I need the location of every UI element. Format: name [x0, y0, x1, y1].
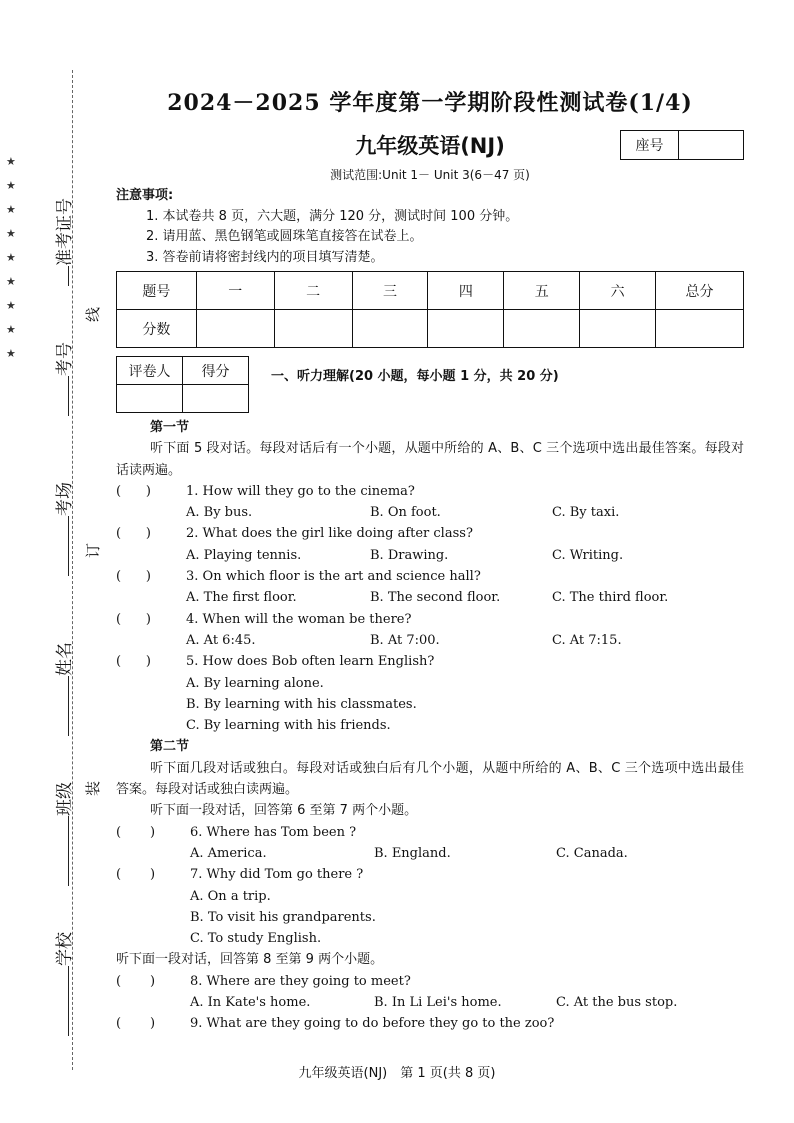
answer-blank[interactable]: ( )	[116, 973, 156, 989]
options-row	[116, 992, 744, 1013]
score-input-cell[interactable]	[196, 310, 274, 348]
answer-blank[interactable]: ( )	[116, 1016, 156, 1032]
star-column	[6, 150, 26, 366]
question-3	[116, 566, 744, 587]
question-1	[116, 481, 744, 502]
score-table-cell: 题号	[117, 272, 197, 310]
page-footer: 九年级英语(NJ) 第 1 页(共 8 页)	[298, 1066, 496, 1081]
option-b: B. Drawing.	[370, 547, 449, 563]
score-table-cell: 二	[274, 272, 352, 310]
binding-margin	[0, 0, 112, 1123]
options-row	[116, 630, 744, 651]
exam-id-field[interactable]	[50, 198, 75, 290]
exam-room-label: 考场	[55, 482, 75, 516]
part2-heading: 第二节	[150, 739, 190, 755]
section1-header	[116, 356, 744, 413]
option-a: A. The first floor.	[186, 590, 297, 606]
seat-number-input[interactable]	[679, 131, 743, 159]
answer-blank[interactable]: ( )	[116, 526, 151, 542]
option-a: A. By bus.	[186, 505, 253, 521]
star-icon: ★	[6, 203, 16, 216]
option-c: C. At 7:15.	[552, 632, 622, 648]
score-table-header-row	[117, 272, 744, 310]
score-table-cell: 三	[352, 272, 428, 310]
seat-number-label: 座号	[621, 131, 679, 159]
grader-score-label: 得分	[183, 357, 249, 385]
option-b: B. On foot.	[370, 505, 441, 521]
name-field[interactable]	[50, 642, 75, 740]
exam-number-field[interactable]	[50, 342, 75, 420]
option-c: C. By taxi.	[552, 505, 620, 521]
question-6	[116, 822, 744, 843]
part2-subinstruction: 听下面一段对话，回答第 6 至第 7 两个小题。	[150, 803, 418, 819]
notes-item: 2. 请用蓝、黑色钢笔或圆珠笔直接答在试卷上。	[146, 229, 423, 244]
score-input-cell[interactable]	[504, 310, 580, 348]
class-label: 班级	[55, 782, 75, 816]
test-scope: 测试范围:Unit 1－ Unit 3(6－47 页)	[330, 168, 530, 182]
question-text: 2. What does the girl like doing after class?	[186, 526, 473, 542]
star-icon: ★	[6, 179, 16, 192]
options-row	[116, 545, 744, 566]
star-icon: ★	[6, 227, 16, 240]
option-a: A. America.	[190, 845, 267, 861]
score-input-cell[interactable]	[656, 310, 744, 348]
question-7	[116, 864, 744, 885]
option-c: C. By learning with his friends.	[186, 718, 391, 734]
options-row	[116, 587, 744, 608]
question-text: 8. Where are they going to meet?	[190, 973, 411, 989]
option-c: C. At the bus stop.	[556, 995, 678, 1011]
question-text: 6. Where has Tom been ?	[190, 824, 357, 840]
question-text: 4. When will the woman be there?	[186, 611, 412, 627]
seal-mark-staple: 订	[84, 542, 102, 558]
grader-label: 评卷人	[117, 357, 183, 385]
name-label: 姓名	[55, 642, 75, 676]
star-icon: ★	[6, 251, 16, 264]
grader-score-input-cell[interactable]	[183, 385, 249, 413]
star-icon: ★	[6, 155, 16, 168]
score-table	[116, 271, 744, 348]
exam-id-label: 准考证号	[55, 198, 75, 266]
question-9	[116, 1013, 744, 1034]
score-table-cell: 一	[196, 272, 274, 310]
answer-blank[interactable]: ( )	[116, 824, 156, 840]
option-a: A. On a trip.	[190, 888, 271, 904]
option-c: C. To study English.	[190, 931, 322, 947]
score-table-cell: 六	[580, 272, 656, 310]
part2-instruction: 听下面几段对话或独白。每段对话或独白后有几个小题，从题中所给的 A、B、C 三个选项中选出最佳答案。每段对话或独白读两遍。	[116, 760, 744, 798]
notes-item: 1. 本试卷共 8 页，六大题，满分 120 分，测试时间 100 分钟。	[146, 208, 519, 224]
question-5	[116, 651, 744, 672]
notes-heading: 注意事项:	[116, 188, 174, 203]
score-input-cell[interactable]	[352, 310, 428, 348]
option-c: C. The third floor.	[552, 590, 669, 606]
notes	[116, 186, 744, 268]
question-4	[116, 609, 744, 630]
score-input-cell[interactable]	[274, 310, 352, 348]
part2-subinstruction: 听下面一段对话，回答第 8 至第 9 两个小题。	[116, 952, 384, 968]
option-b: B. At 7:00.	[370, 632, 440, 648]
question-text: 3. On which floor is the art and science hall?	[186, 569, 481, 585]
options-row	[116, 502, 744, 523]
score-table-cell: 四	[428, 272, 504, 310]
section1-title: 一、听力理解(20 小题，每小题 1 分，共 20 分)	[271, 369, 559, 384]
exam-number-label: 考号	[55, 342, 75, 376]
grader-table	[116, 356, 249, 413]
part1-instruction: 听下面 5 段对话。每段对话后有一个小题，从题中所给的 A、B、C 三个选项中选出最佳答案。每段对话读两遍。	[116, 441, 744, 478]
option-a: A. In Kate's home.	[190, 995, 311, 1011]
seal-mark-line: 线	[84, 306, 102, 322]
page-title: 2024－2025 学年度第一学期阶段性测试卷(1/4)	[167, 90, 693, 116]
question-text: 7. Why did Tom go there ?	[190, 867, 364, 883]
seat-number-box[interactable]	[620, 130, 744, 160]
option-a: A. At 6:45.	[186, 632, 256, 648]
option-b: B. England.	[374, 845, 451, 861]
answer-blank[interactable]: ( )	[116, 483, 151, 499]
option-c: C. Writing.	[552, 547, 624, 563]
option-b: B. To visit his grandparents.	[190, 909, 376, 925]
option-b: B. The second floor.	[370, 590, 501, 606]
option-b: B. In Li Lei's home.	[374, 995, 502, 1011]
subject-title: 九年级英语(NJ)	[355, 134, 505, 158]
score-input-cell[interactable]	[428, 310, 504, 348]
exam-page	[116, 86, 744, 1035]
part1-heading: 第一节	[150, 420, 190, 435]
grader-input-cell[interactable]	[117, 385, 183, 413]
answer-blank[interactable]: ( )	[116, 654, 151, 670]
question-8	[116, 971, 744, 992]
score-table-score-row	[117, 310, 744, 348]
score-input-cell[interactable]	[580, 310, 656, 348]
school-field[interactable]	[50, 932, 75, 1040]
notes-item: 3. 答卷前请将密封线内的项目填写清楚。	[146, 249, 384, 265]
question-2	[116, 523, 744, 544]
subtitle-row	[116, 130, 744, 164]
seal-mark-bind: 装	[84, 780, 102, 796]
question-text: 9. What are they going to do before they go to the zoo?	[190, 1016, 555, 1032]
star-icon: ★	[6, 347, 16, 360]
options-row	[116, 843, 744, 864]
score-table-cell: 总分	[656, 272, 744, 310]
school-label: 学校	[55, 932, 75, 966]
question-text: 1. How will they go to the cinema?	[186, 483, 415, 499]
section1-body	[116, 417, 744, 1035]
question-text: 5. How does Bob often learn English?	[186, 654, 435, 670]
exam-room-field[interactable]	[50, 482, 75, 580]
option-b: B. By learning with his classmates.	[186, 696, 417, 712]
star-icon: ★	[6, 323, 16, 336]
answer-blank[interactable]: ( )	[116, 611, 151, 627]
option-a: A. By learning alone.	[186, 675, 324, 691]
score-table-cell: 分数	[117, 310, 197, 348]
star-icon: ★	[6, 275, 16, 288]
option-a: A. Playing tennis.	[186, 547, 302, 563]
class-field[interactable]	[50, 782, 75, 890]
answer-blank[interactable]: ( )	[116, 867, 156, 883]
score-table-cell: 五	[504, 272, 580, 310]
star-icon: ★	[6, 299, 16, 312]
option-c: C. Canada.	[556, 845, 628, 861]
answer-blank[interactable]: ( )	[116, 569, 151, 585]
